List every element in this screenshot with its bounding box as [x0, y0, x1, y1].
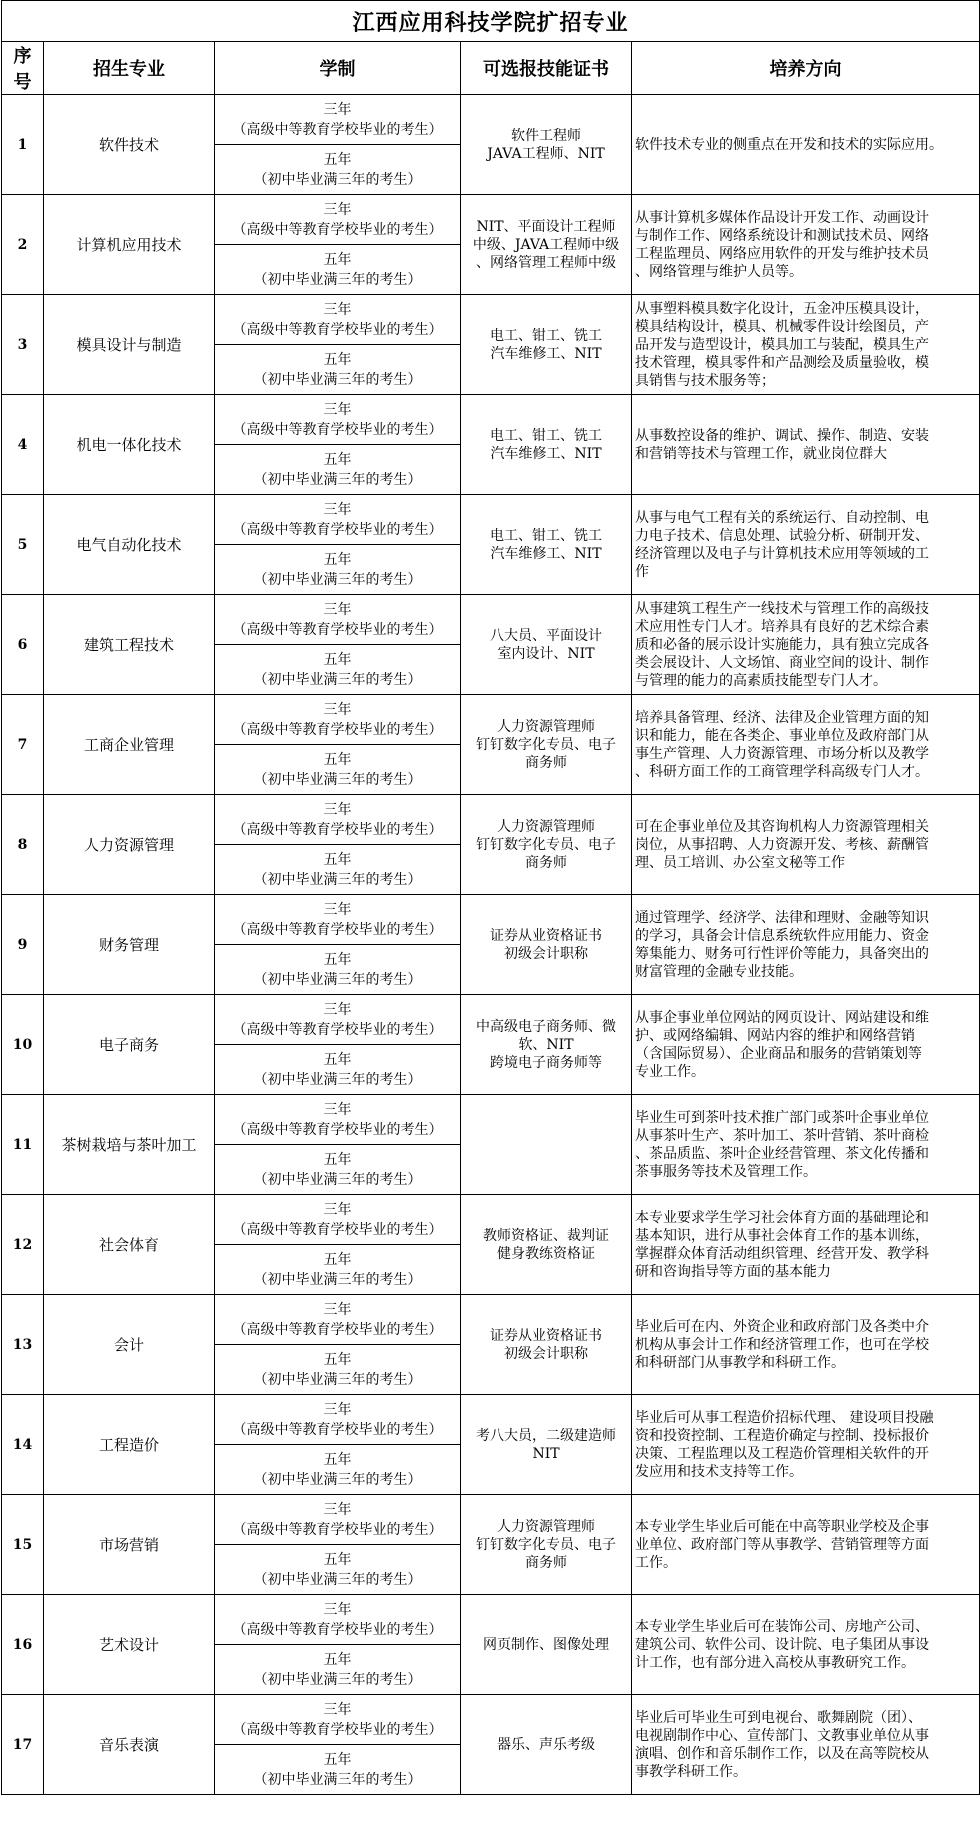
- text-line: NIT、平面设计工程师: [476, 218, 616, 235]
- text-line: 健身教练资格证: [497, 1245, 595, 1262]
- text-line: （含国际贸易）、企业商品和服务的营销策划等: [635, 1045, 922, 1062]
- text-line: 五年: [323, 1451, 352, 1468]
- system-three-year: [215, 1195, 461, 1245]
- system-three-year: [215, 1595, 461, 1645]
- table-row: [2, 1695, 980, 1745]
- direction-cell: [632, 1295, 980, 1395]
- text-line: （高级中等教育学校毕业的考生）: [232, 321, 443, 338]
- major-name: 市场营销: [44, 1495, 215, 1595]
- certificate-cell: [461, 795, 632, 895]
- system-three-year: [215, 1095, 461, 1145]
- direction-cell: [632, 95, 980, 195]
- certificate-cell: [461, 495, 632, 595]
- system-five-year: [215, 1345, 461, 1395]
- text-line: （高级中等教育学校毕业的考生）: [232, 1521, 443, 1538]
- direction-cell: [632, 295, 980, 395]
- system-five-year: [215, 945, 461, 995]
- system-five-year: [215, 645, 461, 695]
- title-row: [2, 1, 980, 42]
- major-name: 电子商务: [44, 995, 215, 1095]
- text-line: （初中毕业满三年的考生）: [253, 1271, 422, 1288]
- text-line: （高级中等教育学校毕业的考生）: [232, 1721, 443, 1738]
- text-line: （高级中等教育学校毕业的考生）: [232, 421, 443, 438]
- text-line: 从事茶叶生产、茶叶加工、茶叶营销、茶叶商检: [635, 1127, 929, 1144]
- text-line: 五年: [323, 751, 352, 768]
- text-line: 五年: [323, 1751, 352, 1768]
- text-line: 与管理的能力的高素质技能型专门人才。: [635, 672, 887, 689]
- text-line: 汽车维修工、NIT: [490, 345, 602, 362]
- text-line: 毕业后可从事工程造价招标代理、 建设项目投融: [635, 1409, 934, 1426]
- text-line: 决策、工程监理以及工程造价管理相关软件的开: [635, 1445, 929, 1462]
- text-line: （初中毕业满三年的考生）: [253, 1471, 422, 1488]
- text-line: 业单位、政府部门等从事教学、营销管理等方面: [635, 1536, 929, 1553]
- system-five-year: [215, 145, 461, 195]
- table-row: [2, 1295, 980, 1345]
- system-three-year: [215, 495, 461, 545]
- text-line: 的学习，具备会计信息系统软件应用能力、资金: [635, 927, 929, 944]
- text-line: （高级中等教育学校毕业的考生）: [232, 821, 443, 838]
- text-line: 品开发与造型设计，模具加工与装配，模具生产: [635, 336, 929, 353]
- text-line: 具销售与技术服务等；: [635, 372, 775, 389]
- text-line: 跨境电子商务师等: [490, 1054, 602, 1071]
- text-line: 理、员工培训、办公室文秘等工作: [635, 854, 845, 871]
- text-line: 从事计算机多媒体作品设计开发工作、动画设计: [635, 209, 929, 226]
- certificate-cell: [461, 1295, 632, 1395]
- text-line: 器乐、声乐考级: [497, 1736, 595, 1753]
- text-line: NIT: [532, 1445, 560, 1462]
- direction-cell: [632, 795, 980, 895]
- text-line: 从事数控设备的维护、调试、操作、制造、安装: [635, 427, 929, 444]
- row-number: 6: [2, 595, 44, 695]
- text-line: 初级会计职称: [504, 1345, 588, 1362]
- text-line: 证券从业资格证书: [490, 1327, 602, 1344]
- text-line: 电工、钳工、铣工: [490, 527, 602, 544]
- system-three-year: [215, 1695, 461, 1745]
- major-name: 音乐表演: [44, 1695, 215, 1795]
- text-line: 三年: [323, 1101, 352, 1118]
- text-line: 术应用性专门人才。培养具有良好的艺术综合素: [635, 618, 929, 635]
- certificate-cell: [461, 1195, 632, 1295]
- text-line: （初中毕业满三年的考生）: [253, 1771, 422, 1788]
- table-row: [2, 395, 980, 445]
- text-line: 五年: [323, 1151, 352, 1168]
- text-line: 汽车维修工、NIT: [490, 545, 602, 562]
- text-line: 资和投资控制、工程造价确定与控制、投标报价: [635, 1427, 929, 1444]
- table-row: [2, 595, 980, 645]
- system-five-year: [215, 1745, 461, 1795]
- table-row: [2, 1495, 980, 1545]
- certificate-cell: [461, 995, 632, 1095]
- text-line: 五年: [323, 1251, 352, 1268]
- header-major: 招生专业: [44, 42, 215, 95]
- major-name: 计算机应用技术: [44, 195, 215, 295]
- system-three-year: [215, 295, 461, 345]
- table-row: [2, 695, 980, 745]
- text-line: 、茶品质监、茶叶企业经营管理、茶文化传播和: [635, 1145, 929, 1162]
- row-number: 7: [2, 695, 44, 795]
- text-line: 建筑公司、软件公司、设计院、电子集团从事设: [635, 1636, 929, 1653]
- direction-cell: [632, 1195, 980, 1295]
- system-three-year: [215, 1295, 461, 1345]
- text-line: 三年: [323, 1001, 352, 1018]
- direction-cell: [632, 195, 980, 295]
- system-three-year: [215, 1395, 461, 1445]
- text-line: 毕业后可在内、外资企业和政府部门及各类中介: [635, 1318, 929, 1335]
- text-line: 网页制作、图像处理: [483, 1636, 609, 1653]
- direction-cell: [632, 395, 980, 495]
- certificate-cell: [461, 1495, 632, 1595]
- page-title: 江西应用科技学院扩招专业: [2, 1, 980, 42]
- text-line: 电工、钳工、铣工: [490, 327, 602, 344]
- text-line: （初中毕业满三年的考生）: [253, 471, 422, 488]
- text-line: 中级、JAVA工程师中级: [472, 236, 620, 253]
- text-line: 五年: [323, 451, 352, 468]
- major-name: 艺术设计: [44, 1595, 215, 1695]
- text-line: 软、NIT: [518, 1036, 574, 1053]
- major-name: 工商企业管理: [44, 695, 215, 795]
- text-line: 演唱、创作和音乐制作工作，以及在高等院校从: [635, 1745, 929, 1762]
- text-line: 室内设计、NIT: [497, 645, 595, 662]
- text-line: 三年: [323, 301, 352, 318]
- text-line: 初级会计职称: [504, 945, 588, 962]
- system-five-year: [215, 545, 461, 595]
- system-three-year: [215, 795, 461, 845]
- header-row: [2, 42, 980, 95]
- text-line: 五年: [323, 351, 352, 368]
- text-line: 工程监理员、网络应用软件的开发与维护技术员: [635, 245, 929, 262]
- text-line: 五年: [323, 151, 352, 168]
- text-line: （高级中等教育学校毕业的考生）: [232, 1021, 443, 1038]
- row-number: 11: [2, 1095, 44, 1195]
- system-five-year: [215, 845, 461, 895]
- text-line: （初中毕业满三年的考生）: [253, 1071, 422, 1088]
- text-line: 掌握群众体育活动组织管理、经营开发、教学科: [635, 1245, 929, 1262]
- row-number: 9: [2, 895, 44, 995]
- text-line: （高级中等教育学校毕业的考生）: [232, 1621, 443, 1638]
- certificate-cell: [461, 695, 632, 795]
- text-line: （高级中等教育学校毕业的考生）: [232, 1421, 443, 1438]
- text-line: 三年: [323, 1301, 352, 1318]
- text-line: （高级中等教育学校毕业的考生）: [232, 721, 443, 738]
- text-line: 三年: [323, 901, 352, 918]
- text-line: 本专业学生毕业后可在装饰公司、房地产公司、: [635, 1618, 929, 1635]
- text-line: 类会展设计、人文场馆、商业空间的设计、制作: [635, 654, 929, 671]
- text-line: 五年: [323, 1651, 352, 1668]
- major-name: 工程造价: [44, 1395, 215, 1495]
- text-line: 岗位，从事招聘、人力资源开发、考核、薪酬管: [635, 836, 929, 853]
- system-five-year: [215, 1645, 461, 1695]
- text-line: 毕业后可毕业生可到电视台、歌舞剧院（团）、: [635, 1709, 922, 1726]
- system-three-year: [215, 195, 461, 245]
- system-three-year: [215, 695, 461, 745]
- text-line: 毕业生可到茶叶技术推广部门或茶叶企事业单位: [635, 1109, 929, 1126]
- text-line: 证券从业资格证书: [490, 927, 602, 944]
- certificate-cell: [461, 1095, 632, 1195]
- text-line: 从事塑料模具数字化设计，五金冲压模具设计，: [635, 300, 929, 317]
- header-system: 学制: [215, 42, 461, 95]
- text-line: 培养具备管理、经济、法律及企业管理方面的知: [635, 709, 929, 726]
- major-name: 电气自动化技术: [44, 495, 215, 595]
- system-five-year: [215, 1545, 461, 1595]
- direction-cell: [632, 1095, 980, 1195]
- text-line: 三年: [323, 701, 352, 718]
- text-line: 作: [635, 563, 649, 580]
- table-row: [2, 295, 980, 345]
- text-line: 和科研部门从事教学和科研工作。: [635, 1354, 845, 1371]
- text-line: 五年: [323, 1551, 352, 1568]
- text-line: 三年: [323, 1201, 352, 1218]
- text-line: （高级中等教育学校毕业的考生）: [232, 1121, 443, 1138]
- text-line: 教师资格证、裁判证: [483, 1227, 609, 1244]
- table-row: [2, 495, 980, 545]
- row-number: 14: [2, 1395, 44, 1495]
- direction-cell: [632, 1695, 980, 1795]
- certificate-cell: [461, 595, 632, 695]
- text-line: 识和能力，能在各类企、事业单位及政府部门从: [635, 727, 929, 744]
- direction-cell: [632, 695, 980, 795]
- text-line: 经济管理以及电子与计算机技术应用等领域的工: [635, 545, 929, 562]
- text-line: 发应用和技术支持等工作。: [635, 1463, 803, 1480]
- text-line: （初中毕业满三年的考生）: [253, 971, 422, 988]
- row-number: 3: [2, 295, 44, 395]
- text-line: 与制作工作、网络系统设计和测试技术员、网络: [635, 227, 929, 244]
- text-line: 钉钉数字化专员、电子: [476, 836, 616, 853]
- text-line: （初中毕业满三年的考生）: [253, 271, 422, 288]
- text-line: 三年: [323, 801, 352, 818]
- text-line: 人力资源管理师: [497, 818, 595, 835]
- row-number: 13: [2, 1295, 44, 1395]
- text-line: 护、或网络编辑、网站内容的维护和网络营销: [635, 1027, 915, 1044]
- text-line: 人力资源管理师: [497, 718, 595, 735]
- text-line: 三年: [323, 1601, 352, 1618]
- text-line: （高级中等教育学校毕业的考生）: [232, 521, 443, 538]
- major-name: 财务管理: [44, 895, 215, 995]
- text-line: （初中毕业满三年的考生）: [253, 371, 422, 388]
- text-line: 电工、钳工、铣工: [490, 427, 602, 444]
- text-line: JAVA工程师、NIT: [487, 145, 605, 162]
- table-row: [2, 195, 980, 245]
- row-number: 10: [2, 995, 44, 1095]
- text-line: 考八大员，二级建造师: [476, 1427, 616, 1444]
- text-line: （初中毕业满三年的考生）: [253, 771, 422, 788]
- direction-cell: [632, 1495, 980, 1595]
- text-line: 商务师: [525, 854, 567, 871]
- certificate-cell: [461, 895, 632, 995]
- text-line: 从事与电气工程有关的系统运行、自动控制、电: [635, 509, 929, 526]
- text-line: （高级中等教育学校毕业的考生）: [232, 221, 443, 238]
- text-line: 五年: [323, 1051, 352, 1068]
- text-line: 可在企事业单位及其咨询机构人力资源管理相关: [635, 818, 929, 835]
- system-three-year: [215, 395, 461, 445]
- text-line: （初中毕业满三年的考生）: [253, 571, 422, 588]
- text-line: 基本知识，进行从事社会体育工作的基本训练，: [635, 1227, 929, 1244]
- text-line: 通过管理学、经济学、法律和理财、金融等知识: [635, 909, 929, 926]
- text-line: 本专业学生毕业后可能在中高等职业学校及企事: [635, 1518, 929, 1535]
- text-line: 茶事服务等技术及管理工作。: [635, 1163, 817, 1180]
- system-three-year: [215, 595, 461, 645]
- certificate-cell: [461, 1395, 632, 1495]
- direction-cell: [632, 1395, 980, 1495]
- row-number: 2: [2, 195, 44, 295]
- direction-cell: [632, 495, 980, 595]
- text-line: （高级中等教育学校毕业的考生）: [232, 1321, 443, 1338]
- text-line: 专业工作。: [635, 1063, 705, 1080]
- system-three-year: [215, 95, 461, 145]
- certificate-cell: [461, 195, 632, 295]
- text-line: 五年: [323, 251, 352, 268]
- text-line: 钉钉数字化专员、电子: [476, 1536, 616, 1553]
- text-line: 汽车维修工、NIT: [490, 445, 602, 462]
- text-line: 计工作，也有部分进入高校从事教研究工作。: [635, 1654, 915, 1671]
- text-line: 软件技术专业的侧重点在开发和技术的实际应用。: [635, 136, 943, 153]
- direction-cell: [632, 895, 980, 995]
- text-line: （初中毕业满三年的考生）: [253, 671, 422, 688]
- text-line: 本专业要求学生学习社会体育方面的基础理论和: [635, 1209, 929, 1226]
- text-line: （初中毕业满三年的考生）: [253, 1171, 422, 1188]
- text-line: 五年: [323, 1351, 352, 1368]
- header-certificate: 可选报技能证书: [461, 42, 632, 95]
- major-name: 人力资源管理: [44, 795, 215, 895]
- text-line: 三年: [323, 101, 352, 118]
- system-five-year: [215, 345, 461, 395]
- text-line: 财富管理的金融专业技能。: [635, 963, 803, 980]
- text-line: 研和咨询指导等方面的基本能力: [635, 1263, 831, 1280]
- text-line: 三年: [323, 1401, 352, 1418]
- system-three-year: [215, 895, 461, 945]
- row-number: 15: [2, 1495, 44, 1595]
- text-line: 五年: [323, 851, 352, 868]
- certificate-cell: [461, 1595, 632, 1695]
- table-row: [2, 1195, 980, 1245]
- table-row: [2, 795, 980, 845]
- text-line: 三年: [323, 501, 352, 518]
- text-line: 机构从事会计工作和经济管理工作，也可在学校: [635, 1336, 929, 1353]
- text-line: （初中毕业满三年的考生）: [253, 171, 422, 188]
- text-line: 三年: [323, 201, 352, 218]
- table-row: [2, 1095, 980, 1145]
- text-line: 八大员、平面设计: [490, 627, 602, 644]
- major-name: 茶树栽培与茶叶加工: [44, 1095, 215, 1195]
- certificate-cell: [461, 1695, 632, 1795]
- text-line: （高级中等教育学校毕业的考生）: [232, 121, 443, 138]
- text-line: 五年: [323, 551, 352, 568]
- text-line: 工作。: [635, 1554, 677, 1571]
- row-number: 4: [2, 395, 44, 495]
- text-line: 商务师: [525, 1554, 567, 1571]
- text-line: 五年: [323, 651, 352, 668]
- text-line: 质和必备的展示设计实施能力，具有独立完成各: [635, 636, 929, 653]
- certificate-cell: [461, 295, 632, 395]
- system-three-year: [215, 995, 461, 1045]
- text-line: 商务师: [525, 754, 567, 771]
- text-line: 三年: [323, 601, 352, 618]
- row-number: 8: [2, 795, 44, 895]
- direction-cell: [632, 595, 980, 695]
- text-line: （初中毕业满三年的考生）: [253, 1571, 422, 1588]
- text-line: （高级中等教育学校毕业的考生）: [232, 1221, 443, 1238]
- table-row: [2, 995, 980, 1045]
- row-number: 12: [2, 1195, 44, 1295]
- text-line: （初中毕业满三年的考生）: [253, 1371, 422, 1388]
- system-five-year: [215, 745, 461, 795]
- table-row: [2, 895, 980, 945]
- row-number: 17: [2, 1695, 44, 1795]
- text-line: 事教学科研工作。: [635, 1763, 747, 1780]
- header-seq: 序号: [2, 42, 44, 95]
- certificate-cell: [461, 95, 632, 195]
- major-name: 社会体育: [44, 1195, 215, 1295]
- major-name: 模具设计与制造: [44, 295, 215, 395]
- direction-cell: [632, 995, 980, 1095]
- major-name: 机电一体化技术: [44, 395, 215, 495]
- text-line: 模具结构设计，模具、机械零件设计绘图员，产: [635, 318, 929, 335]
- row-number: 16: [2, 1595, 44, 1695]
- system-five-year: [215, 1245, 461, 1295]
- text-line: 三年: [323, 401, 352, 418]
- row-number: 1: [2, 95, 44, 195]
- text-line: 从事企事业单位网站的网页设计、网站建设和维: [635, 1009, 929, 1026]
- text-line: 和营销等技术与管理工作，就业岗位群大: [635, 445, 887, 462]
- text-line: 电视剧制作中心、宣传部门、文教事业单位从事: [635, 1727, 929, 1744]
- certificate-cell: [461, 395, 632, 495]
- text-line: 筹集能力、财务可行性评价等能力，具备突出的: [635, 945, 929, 962]
- text-line: 三年: [323, 1701, 352, 1718]
- majors-table: [1, 0, 980, 1795]
- major-name: 建筑工程技术: [44, 595, 215, 695]
- table-row: [2, 95, 980, 145]
- system-three-year: [215, 1495, 461, 1545]
- table-body: [2, 95, 980, 1795]
- table-row: [2, 1595, 980, 1645]
- text-line: 三年: [323, 1501, 352, 1518]
- text-line: 、网络管理与维护人员等。: [635, 263, 803, 280]
- system-five-year: [215, 245, 461, 295]
- text-line: 事生产管理、人力资源管理、市场分析以及教学: [635, 745, 929, 762]
- table-row: [2, 1395, 980, 1445]
- system-five-year: [215, 445, 461, 495]
- text-line: 软件工程师: [511, 127, 581, 144]
- text-line: 技术管理，模具零件和产品测绘及质量验收，模: [635, 354, 929, 371]
- text-line: （高级中等教育学校毕业的考生）: [232, 621, 443, 638]
- direction-cell: [632, 1595, 980, 1695]
- text-line: 、科研方面工作的工商管理学科高级专门人才。: [635, 763, 929, 780]
- system-five-year: [215, 1445, 461, 1495]
- text-line: 从事建筑工程生产一线技术与管理工作的高级技: [635, 600, 929, 617]
- text-line: 人力资源管理师: [497, 1518, 595, 1535]
- text-line: 五年: [323, 951, 352, 968]
- text-line: 钉钉数字化专员、电子: [476, 736, 616, 753]
- text-line: 力电子技术、信息处理、试验分析、研制开发、: [635, 527, 929, 544]
- major-name: 会计: [44, 1295, 215, 1395]
- text-line: 、网络管理工程师中级: [476, 254, 616, 271]
- system-five-year: [215, 1145, 461, 1195]
- header-direction: 培养方向: [632, 42, 980, 95]
- text-line: （初中毕业满三年的考生）: [253, 1671, 422, 1688]
- row-number: 5: [2, 495, 44, 595]
- text-line: （初中毕业满三年的考生）: [253, 871, 422, 888]
- text-line: （高级中等教育学校毕业的考生）: [232, 921, 443, 938]
- system-five-year: [215, 1045, 461, 1095]
- text-line: 中高级电子商务师、微: [476, 1018, 616, 1035]
- major-name: 软件技术: [44, 95, 215, 195]
